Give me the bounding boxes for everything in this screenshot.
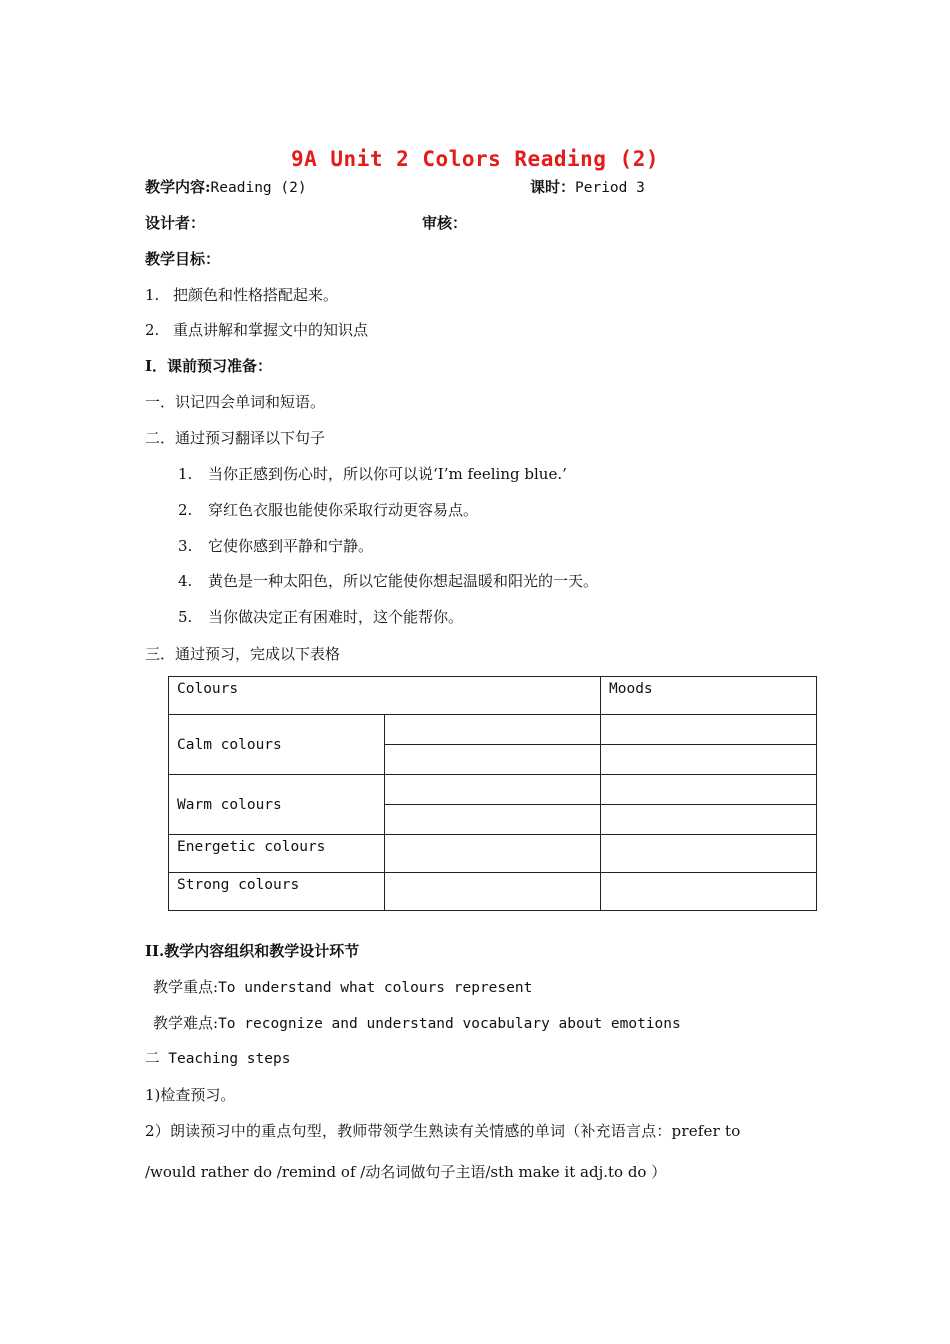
objective-item bbox=[145, 320, 368, 340]
colours-moods-table bbox=[168, 676, 817, 911]
focus-row bbox=[153, 977, 532, 998]
objectives-heading: 教学目标： bbox=[145, 250, 221, 268]
blank-cell[interactable] bbox=[601, 745, 817, 775]
section1-part3: 三．通过预习，完成以下表格 bbox=[145, 645, 341, 663]
blank-cell[interactable] bbox=[385, 775, 601, 805]
sentence-num: 4. bbox=[178, 572, 193, 590]
objective-text: 把颜色和性格搭配起来。 bbox=[173, 286, 339, 304]
row-label: Strong colours bbox=[169, 873, 385, 911]
difficulty-text: To recognize and understand vocabulary about emotions bbox=[218, 1016, 681, 1032]
sentence-text: 当你做决定正有困难时，这个能帮你。 bbox=[208, 608, 464, 626]
objective-item bbox=[145, 285, 338, 305]
objective-num: 2. bbox=[145, 321, 160, 339]
sentence-text: 它使你感到平静和宁静。 bbox=[208, 537, 374, 555]
difficulty-label: 教学难点: bbox=[153, 1014, 219, 1032]
objective-num: 1. bbox=[145, 286, 160, 304]
difficulty-row bbox=[153, 1013, 681, 1034]
row-label: Warm colours bbox=[169, 775, 385, 835]
section1-part2: 二．通过预习翻译以下句子 bbox=[145, 429, 326, 447]
step-2-line-2: /would rather do /remind of /动名词做句子主语/sth make it adj.to do ） bbox=[145, 1163, 667, 1181]
header-colours: Colours bbox=[169, 677, 601, 715]
sentence-text: 当你正感到伤心时，所以你可以说‘I’m feeling blue.’ bbox=[208, 465, 567, 483]
sentence-item bbox=[178, 571, 598, 591]
blank-cell[interactable] bbox=[601, 805, 817, 835]
reviewer-label: 审核： bbox=[422, 214, 468, 232]
blank-cell[interactable] bbox=[601, 715, 817, 745]
designer-label: 设计者： bbox=[145, 214, 206, 232]
blank-cell[interactable] bbox=[385, 835, 601, 873]
sentence-num: 2. bbox=[178, 501, 193, 519]
content-value: Reading (2) bbox=[210, 180, 307, 196]
sentence-item bbox=[178, 500, 478, 520]
page-title: 9A Unit 2 Colors Reading (2) bbox=[290, 147, 659, 171]
blank-cell[interactable] bbox=[601, 873, 817, 911]
header-moods: Moods bbox=[601, 677, 817, 715]
sentence-text: 黄色是一种太阳色，所以它能使你想起温暖和阳光的一天。 bbox=[208, 572, 599, 590]
section2-heading: II.教学内容组织和教学设计环节 bbox=[145, 942, 360, 960]
blank-cell[interactable] bbox=[601, 775, 817, 805]
blank-cell[interactable] bbox=[385, 805, 601, 835]
step-2-line-1: 2）朗读预习中的重点句型，教师带领学生熟读有关情感的单词（补充语言点：prefer to bbox=[145, 1122, 741, 1140]
sentence-num: 3. bbox=[178, 537, 193, 555]
blank-cell[interactable] bbox=[385, 745, 601, 775]
step-1: 1)检查预习。 bbox=[145, 1086, 236, 1104]
period-value: Period 3 bbox=[575, 180, 645, 196]
content-row bbox=[145, 177, 307, 198]
sentence-num: 1. bbox=[178, 465, 193, 483]
sentence-text: 穿红色衣服也能使你采取行动更容易点。 bbox=[208, 501, 479, 519]
section1-part1: 一．识记四会单词和短语。 bbox=[145, 393, 326, 411]
sentence-item bbox=[178, 536, 373, 556]
objective-text: 重点讲解和掌握文中的知识点 bbox=[173, 321, 369, 339]
sentence-item bbox=[178, 464, 567, 484]
period-label: 课时： bbox=[530, 178, 576, 196]
content-label: 教学内容: bbox=[145, 178, 211, 196]
period-row bbox=[530, 177, 645, 198]
focus-text: To understand what colours represent bbox=[218, 980, 533, 996]
row-label: Energetic colours bbox=[169, 835, 385, 873]
steps-heading: 二 Teaching steps bbox=[145, 1051, 291, 1067]
section1-heading: I．课前预习准备： bbox=[145, 357, 273, 375]
focus-label: 教学重点: bbox=[153, 978, 219, 996]
sentence-item bbox=[178, 607, 463, 627]
blank-cell[interactable] bbox=[385, 873, 601, 911]
sentence-num: 5. bbox=[178, 608, 193, 626]
row-label: Calm colours bbox=[169, 715, 385, 775]
blank-cell[interactable] bbox=[385, 715, 601, 745]
blank-cell[interactable] bbox=[601, 835, 817, 873]
